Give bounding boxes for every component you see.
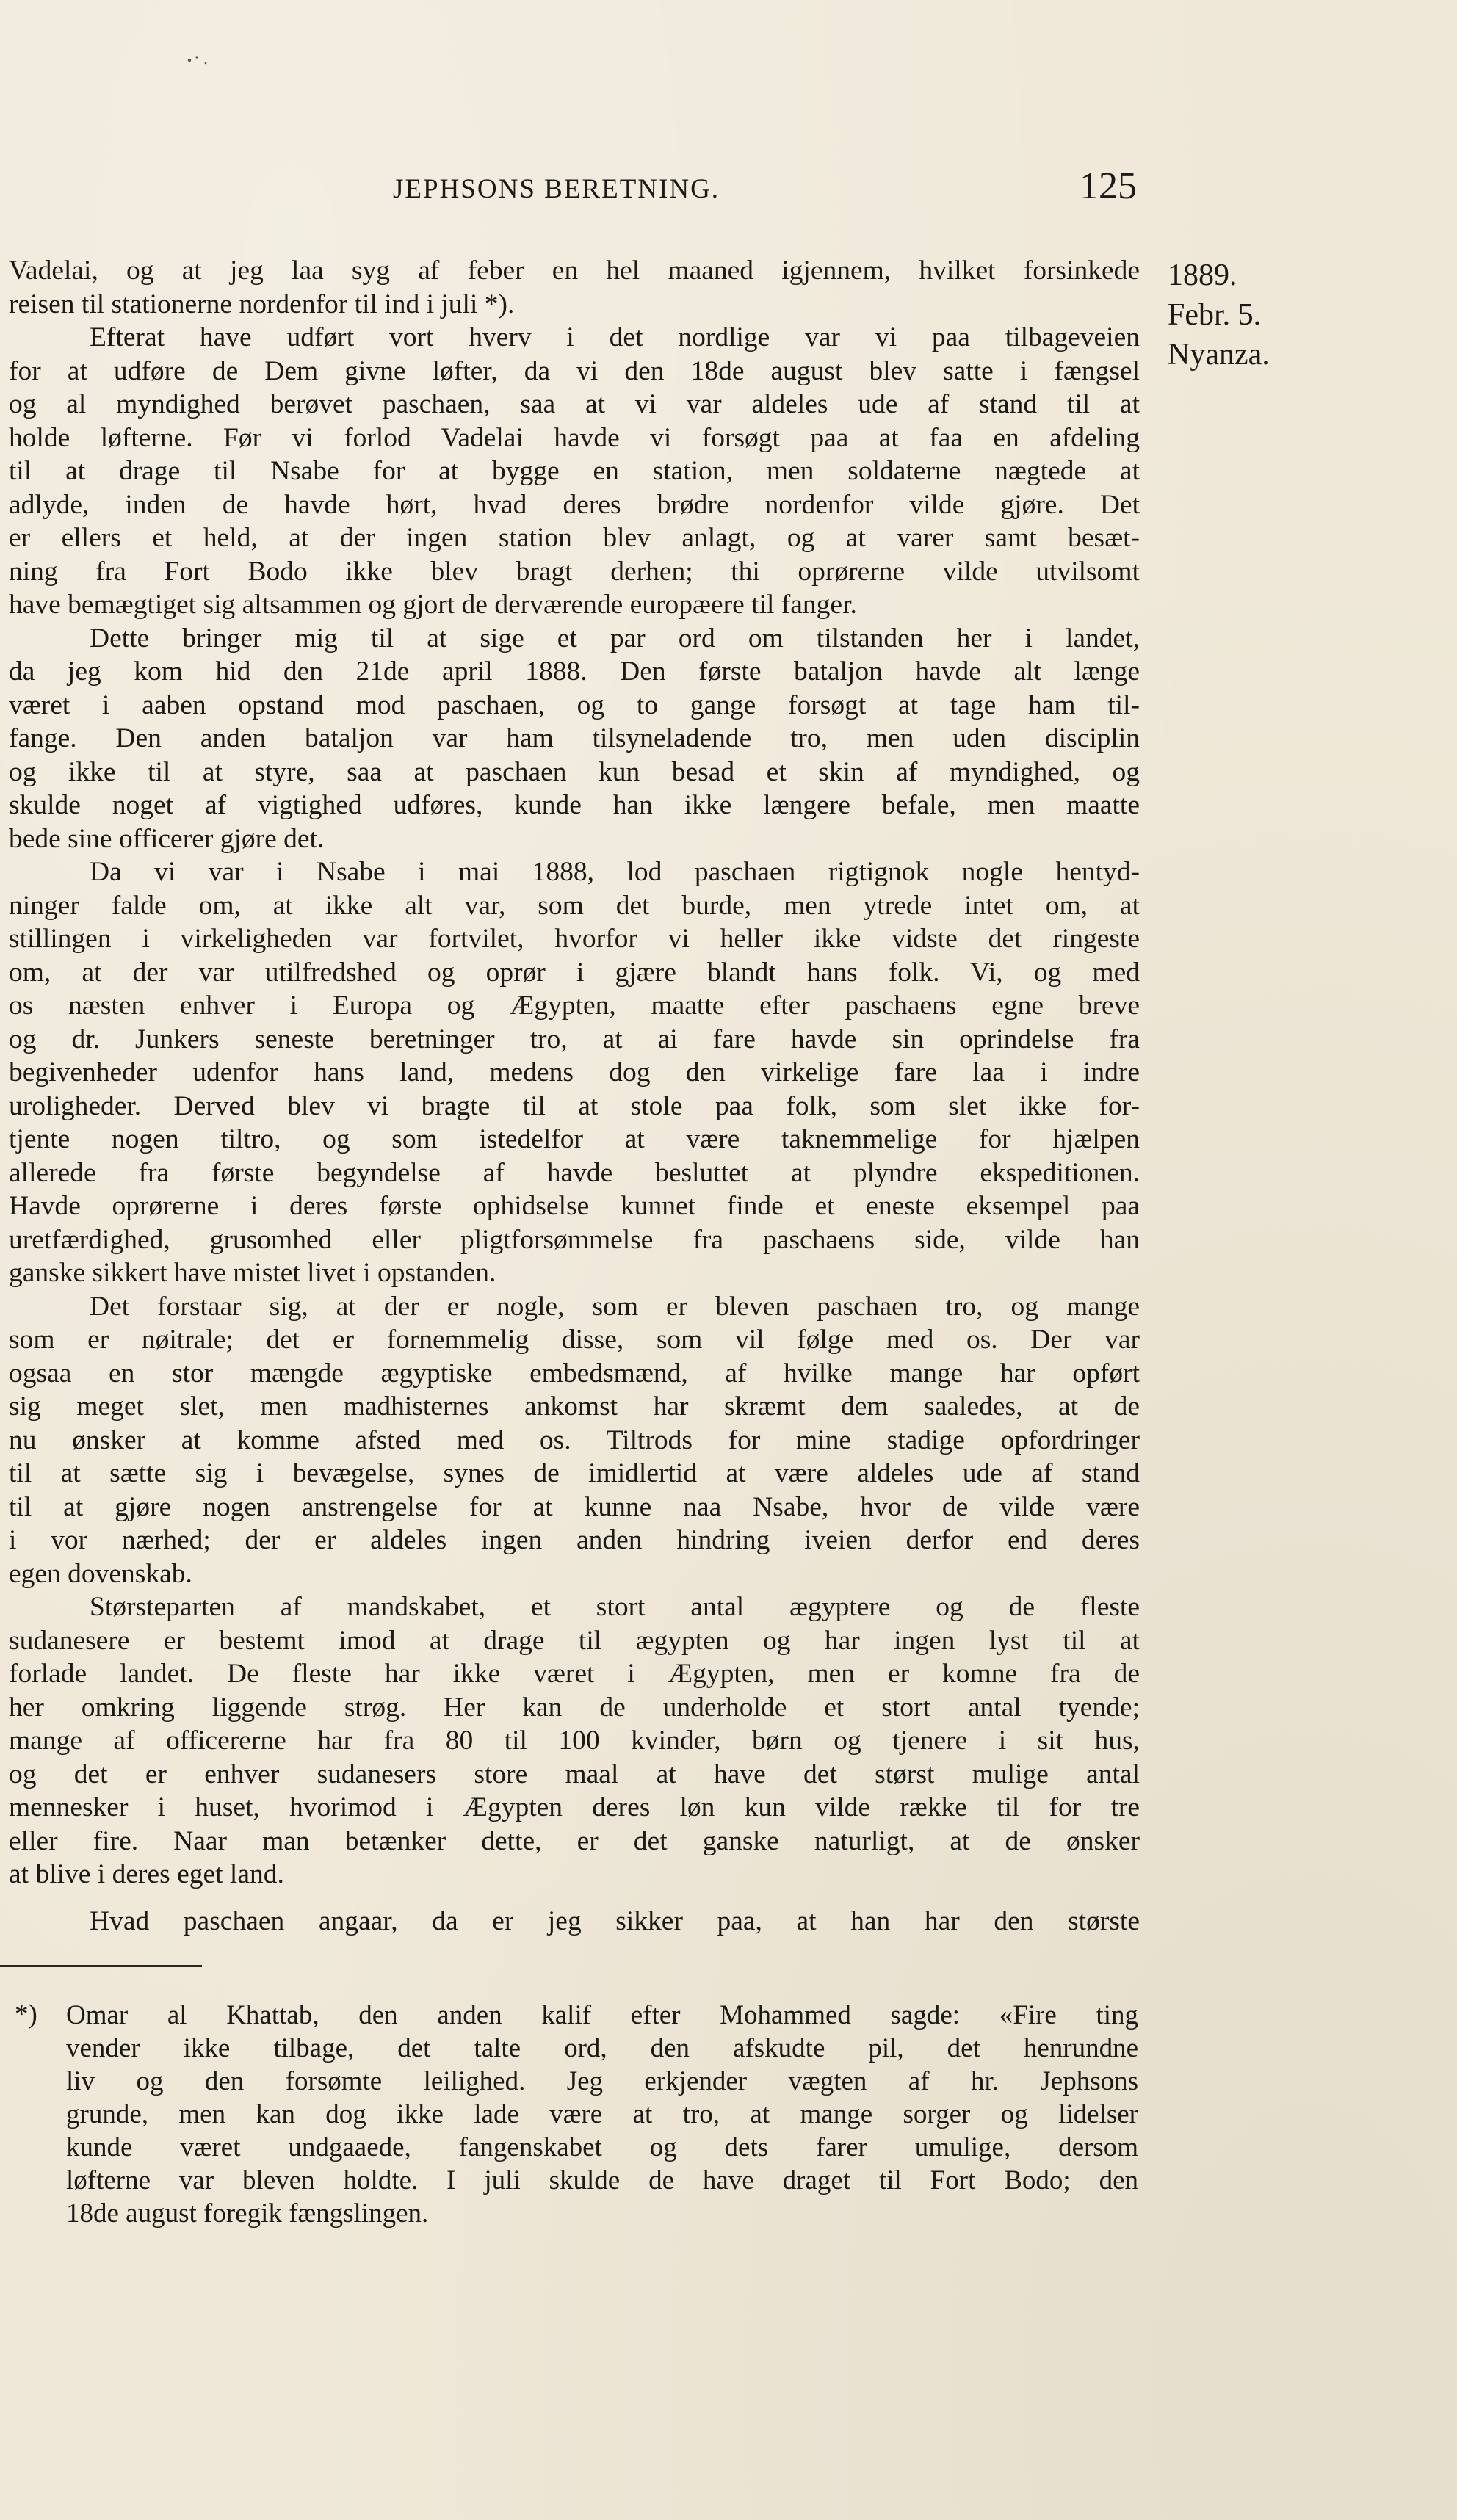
text-line: uroligheder. Derved blev vi bragte til at stole paa folk, som slet ikke for- [9, 1090, 1140, 1121]
text-line: været i aaben opstand mod paschaen, og to gange forsøgt at tage ham til- [9, 689, 1140, 720]
text-line: Dette bringer mig til at sige et par ord om tilstanden her i landet, [90, 623, 1140, 653]
paper-speck-marks [184, 51, 213, 73]
footnote-line: liv og den forsømte leilighed. Jeg erkjender vægten af hr. Jephsons [66, 2066, 1138, 2096]
text-line: tjente nogen tiltro, og som istedelfor at være taknemmelige for hjælpen [9, 1124, 1140, 1154]
text-line: at blive i deres eget land. [9, 1859, 284, 1889]
running-head: JEPHSONS BERETNING. [393, 174, 720, 204]
text-line: her omkring liggende strøg. Her kan de underholde et stort antal tyende; [9, 1692, 1140, 1723]
text-line: egen dovenskab. [9, 1558, 192, 1589]
text-line: begivenheder udenfor hans land, medens dog den virkelige fare laa i indre [9, 1057, 1140, 1087]
text-line: sudanesere er bestemt imod at drage til ægypten og har ingen lyst til at [9, 1625, 1140, 1656]
text-line: adlyde, inden de havde hørt, hvad deres brødre nordenfor vilde gjøre. Det [9, 489, 1140, 520]
text-line: sig meget slet, men madhisternes ankomst har skræmt dem saaledes, at de [9, 1391, 1140, 1422]
text-line: er ellers et held, at der ingen station blev anlagt, og at varer samt besæt- [9, 523, 1140, 553]
text-line: til at sætte sig i bevægelse, synes de imidlertid at være aldeles ude af stand [9, 1458, 1140, 1488]
text-line: ogsaa en stor mængde ægyptiske embedsmænd, af hvilke mange har opført [9, 1358, 1140, 1388]
text-line: ning fra Fort Bodo ikke blev bragt derhen; thi oprørerne vilde utvilsomt [9, 556, 1140, 587]
text-line: mennesker i huset, hvorimod i Ægypten deres løn kun vilde række til for tre [9, 1792, 1140, 1822]
text-line: til at drage til Nsabe for at bygge en station, men soldaterne nægtede at [9, 456, 1140, 486]
footnote-line: grunde, men kan dog ikke lade være at tro, at mange sorger og lidelser [66, 2099, 1138, 2129]
text-line: Det forstaar sig, at der er nogle, som er bleven paschaen tro, og mange [90, 1291, 1140, 1322]
text-line: Havde oprørerne i deres første ophidselse kunnet finde et eneste eksempel paa [9, 1191, 1140, 1221]
footnote-line: løfterne var bleven holdte. I juli skulde de have draget til Fort Bodo; den [66, 2165, 1138, 2195]
body-text [9, 254, 1140, 1938]
footnote-line: vender ikke tilbage, det talte ord, den afskudte pil, det henrundne [66, 2033, 1138, 2063]
text-line: stillingen i virkeligheden var fortvilet, hvorfor vi heller ikke vidste det ringeste [9, 924, 1140, 954]
text-line: Størsteparten af mandskabet, et stort antal ægyptere og de fleste [90, 1592, 1140, 1622]
footnote-marker: *) [15, 1999, 37, 2030]
margin-year: 1889. [1168, 258, 1237, 292]
text-line: om, at der var utilfredshed og oprør i gjære blandt hans folk. Vi, og med [9, 957, 1140, 988]
text-line: i vor nærhed; der er aldeles ingen anden hindring iveien derfor end deres [9, 1525, 1140, 1555]
margin-place: Nyanza. [1168, 338, 1270, 372]
text-line: og ikke til at styre, saa at paschaen kun besad et skin af myndighed, og [9, 756, 1140, 787]
text-line: bede sine officerer gjøre det. [9, 823, 325, 854]
footnote-rule [0, 1965, 202, 1967]
text-line: og det er enhver sudanesers store maal at have det størst mulige antal [9, 1759, 1140, 1789]
page-header [0, 165, 1457, 214]
text-line: nu ønsker at komme afsted med os. Tiltrods for mine stadige opfordringer [9, 1424, 1140, 1455]
text-line: skulde noget af vigtighed udføres, kunde han ikke længere befale, men maatte [9, 790, 1140, 820]
page-number: 125 [1080, 165, 1137, 207]
text-line: allerede fra første begyndelse af havde besluttet at plyndre ekspeditionen. [9, 1157, 1140, 1188]
text-line: uretfærdighed, grusomhed eller pligtforsømmelse fra paschaens side, vilde han [9, 1224, 1140, 1255]
text-line: forlade landet. De fleste har ikke været i Ægypten, men er komne fra de [9, 1659, 1140, 1689]
text-line: eller fire. Naar man betænker dette, er det ganske naturligt, at de ønsker [9, 1825, 1140, 1856]
text-line: mange af officererne har fra 80 til 100 kvinder, børn og tjenere i sit hus, [9, 1726, 1140, 1756]
footnote-line: 18de august foregik fængslingen. [66, 2198, 429, 2228]
text-line: os næsten enhver i Europa og Ægypten, maatte efter paschaens egne breve [9, 991, 1140, 1021]
text-line: reisen til stationerne nordenfor til ind i juli *). [9, 289, 515, 319]
text-line: og dr. Junkers seneste beretninger tro, at ai fare havde sin oprindelse fra [9, 1024, 1140, 1054]
text-line: for at udføre de Dem givne løfter, da vi den 18de august blev satte i fængsel [9, 355, 1140, 386]
text-line: ganske sikkert have mistet livet i opstanden. [9, 1258, 496, 1288]
text-line: Da vi var i Nsabe i mai 1888, lod paschaen rigtignok nogle hentyd- [90, 857, 1140, 887]
footnote-text [66, 1999, 1138, 2230]
text-line: og al myndighed berøvet paschaen, saa at vi var aldeles ude af stand til at [9, 389, 1140, 419]
text-line: da jeg kom hid den 21de april 1888. Den første bataljon havde alt længe [9, 656, 1140, 687]
footnote-line: Omar al Khattab, den anden kalif efter Mohammed sagde: «Fire ting [66, 2000, 1138, 2030]
text-line: ninger falde om, at ikke alt var, som det burde, men ytrede intet om, at [9, 890, 1140, 921]
text-line: have bemægtiget sig altsammen og gjort de derværende europæere til fanger. [9, 590, 857, 620]
footnote-line: kunde været undgaaede, fangenskabet og dets farer umulige, dersom [66, 2132, 1138, 2162]
text-line: til at gjøre nogen anstrengelse for at kunne naa Nsabe, hvor de vilde være [9, 1491, 1140, 1522]
text-line: som er nøitrale; det er fornemmelig disse, som vil følge med os. Der var [9, 1325, 1140, 1355]
text-line: Hvad paschaen angaar, da er jeg sikker paa, at han har den største [90, 1905, 1140, 1936]
text-line: Vadelai, og at jeg laa syg af feber en hel maaned igjennem, hvilket forsinkede [9, 256, 1140, 286]
text-line: holde løfterne. Før vi forlod Vadelai havde vi forsøgt paa at faa en afdeling [9, 422, 1140, 453]
text-line: fange. Den anden bataljon var ham tilsyneladende tro, men uden disciplin [9, 723, 1140, 753]
margin-date: Febr. 5. [1168, 298, 1262, 332]
text-line: Efterat have udført vort hverv i det nordlige var vi paa tilbageveien [90, 322, 1140, 352]
